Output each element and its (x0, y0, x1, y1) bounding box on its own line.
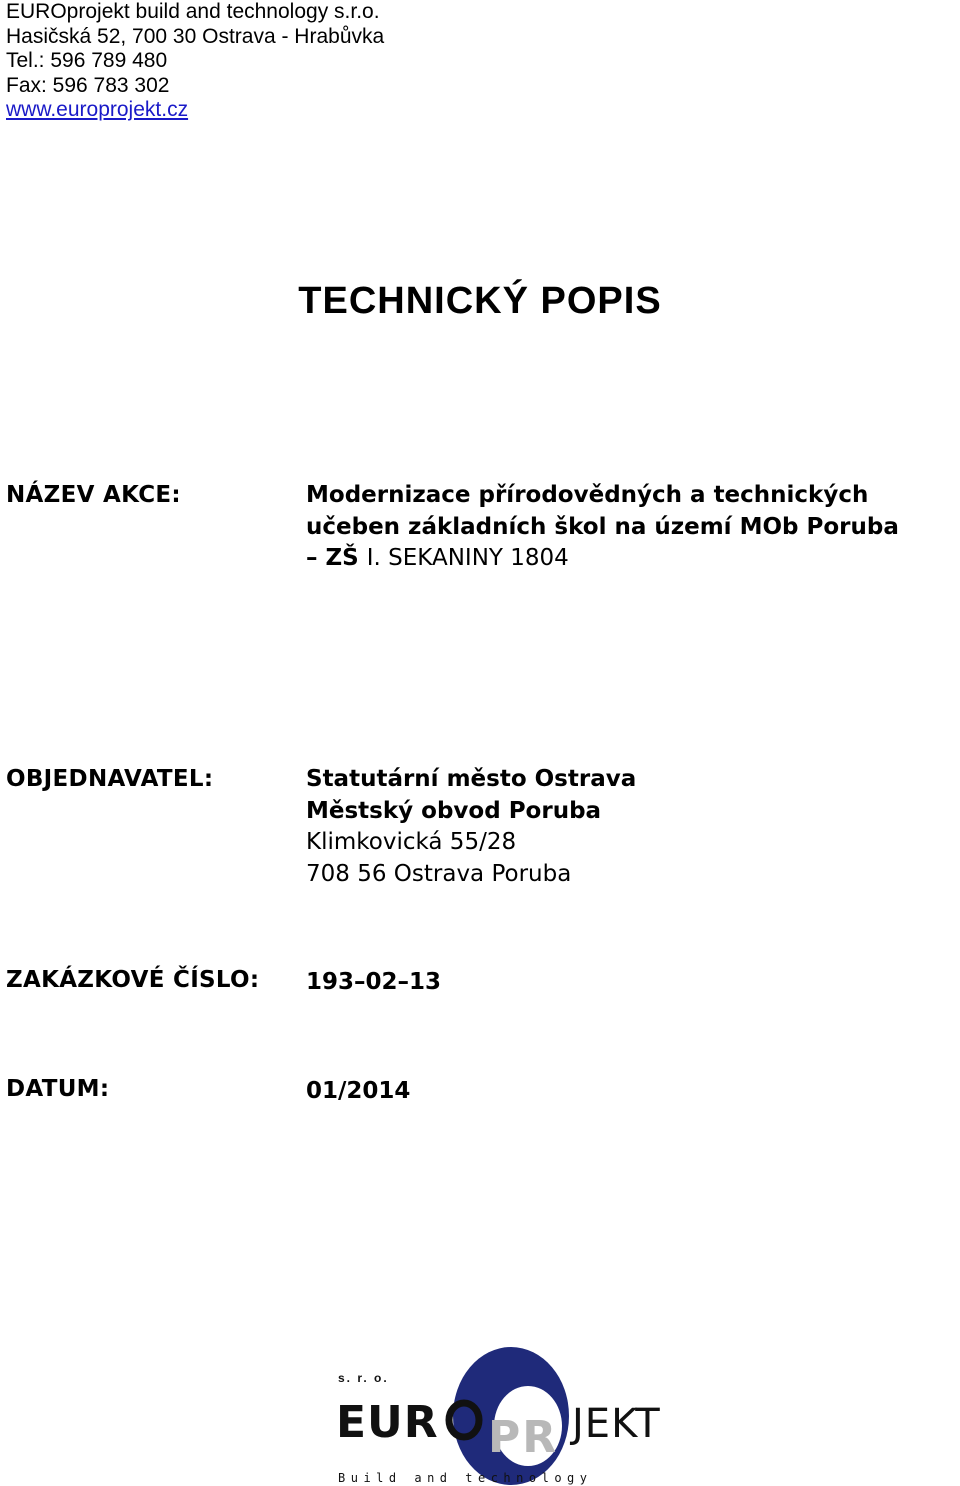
client-line-4: 708 56 Ostrava Poruba (306, 860, 572, 887)
client-line-2: Městský obvod Poruba (306, 797, 602, 824)
client-label: OBJEDNAVATEL: (6, 766, 214, 792)
logo-tagline: Build and technology (338, 1471, 593, 1485)
order-number-label: ZAKÁZKOVÉ ČÍSLO: (6, 967, 260, 993)
project-name-line-1: Modernizace přírodovědných a technických (306, 482, 869, 508)
company-website-link[interactable]: www.europrojekt.cz (6, 98, 189, 121)
project-name-value (306, 480, 899, 575)
client-line-3: Klimkovická 55/28 (306, 829, 517, 855)
logo-sro-text: s. r. o. (338, 1371, 389, 1385)
date-value: 01/2014 (306, 1078, 411, 1104)
client-value (306, 764, 636, 890)
project-name-line-3-prefix: – ZŠ (306, 545, 367, 571)
company-phone: Tel.: 596 789 480 (6, 49, 168, 72)
client-line-1: Statutární město Ostrava (306, 766, 637, 792)
company-address: Hasičská 52, 700 30 Ostrava - Hrabůvka (6, 24, 385, 48)
europrojekt-logo (336, 1344, 696, 1486)
logo-text-jekt: JEKT (572, 1401, 661, 1447)
project-name-line-2: učeben základních škol na území MOb Poruba (306, 513, 899, 540)
project-name-label: NÁZEV AKCE: (6, 482, 181, 508)
date-label: DATUM: (6, 1076, 110, 1102)
logo-text-eur: EUR (336, 1397, 439, 1448)
order-number-value: 193–02–13 (306, 969, 442, 995)
document-title: TECHNICKÝ POPIS (298, 280, 662, 322)
company-fax: Fax: 596 783 302 (6, 73, 170, 97)
logo-text-pr: PR (488, 1412, 559, 1463)
company-name: EUROprojekt build and technology s.r.o. (6, 0, 380, 23)
project-name-line-3: I. SEKANINY 1804 (366, 545, 569, 571)
company-header (6, 0, 384, 123)
